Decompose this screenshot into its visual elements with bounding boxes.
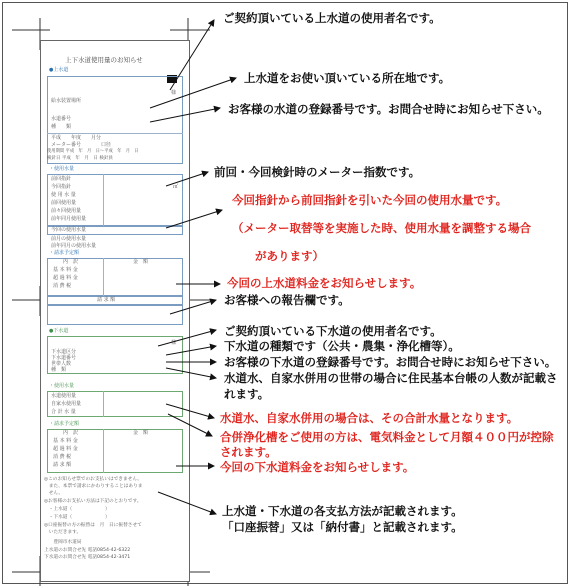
sewer-charge-row-4: 請 求 額 [53,462,72,468]
note-row-1: 前月の使用水量 [51,236,87,242]
annotation-water-number: お客様の水道の登録番号です。お問合せ時にお知らせ下さい。 [228,102,549,116]
annotation-household-1: 水道水、自家水併用の世帯の場合に住民基本台帳の人数が記載さ [224,371,558,385]
annotation-water-user: ご契約頂いている上水道の使用者名です。 [223,11,441,25]
annotation-location: 上水道をお使い頂いている所在地です。 [244,71,451,85]
usage-total-label: 今回の使用水量 [51,227,87,233]
footer-line-11: 下水道のお問合せ先 電話0854-42-3471 [44,555,131,560]
meter-unit: ㎥ [173,184,179,190]
annotation-payment-2: 「口座振替」又は「納付書」と記載されます。 [222,520,463,534]
charge-total-label: 請 求 額 [97,297,116,303]
sewer-usage-row-2: 自家水使用量 [51,401,82,407]
meter-row-5: 前々回使用量 [51,208,82,214]
footer-line-8: いただきます。 [44,530,82,535]
date-row-2: メーター番号 口径 [51,142,112,148]
annotation-usage-1: 今回指針から前回指針を引いた今回の使用水量です。 [232,193,508,207]
charge-row-2: 超 過 料 金 [53,275,78,281]
meter-row-6: 前年同月使用量 [51,216,87,222]
charge-header: ・請求予定額 [49,250,80,256]
sewer-field-1: 下水道区分 [51,349,77,355]
annotation-total-water: 水道水、自家水併用の場合は、その合計水量となります。 [220,411,519,425]
annotation-sewer-type: 下水道の種類です（公共・農集・浄化槽等）。 [224,339,460,353]
annotation-report: お客様への報告欄です。 [224,293,350,307]
sewer-section-label: ●下水道 [49,328,69,334]
footer-line-5: ・上水道（ ） [44,507,110,512]
annotation-sewer-number: お客様の下水道の登録番号です。お問合せ時にお知らせ下さい。 [224,355,557,369]
meter-row-4: 前回使用量 [51,200,77,206]
date-row-4: 検針日 平成 年 月 日 検針員 [47,156,113,161]
charge-col-1: 内 訳 [63,259,79,265]
sewer-usage-row-3: 合 計 水 量 [51,409,76,415]
date-row-1: 平成 年度 月分 [51,135,102,141]
footer-line-9: 豊岡市水道局 [44,540,82,545]
water-user-honorific: 様 [171,90,177,96]
charge-row-3: 消 費 税 [53,283,72,289]
charge-col-2: 金 額 [133,259,149,265]
sewer-charge-row-3: 消 費 税 [53,454,72,460]
sewer-field-3: 世帯人数 [51,361,72,367]
footer-line-2: また、本票で請求にかわりすることはありま [44,484,143,489]
annotation-sewer-charge: 今回の下水道料金をお知らせします。 [220,460,415,474]
water-kind-label: 種 類 [51,124,72,130]
annotation-household-2: れます。 [224,387,270,401]
sewer-charge-row-1: 基 本 料 金 [53,438,78,444]
annotation-water-charge: 今回の上水道料金をお知らせします。 [227,276,422,290]
charge-row-1: 基 本 料 金 [53,267,78,273]
sewer-charge-col-2: 金 額 [133,430,149,436]
footer-line-1: ◎このお知らせ票でのお支払いはできません。 [44,477,142,482]
sewer-field-4: 種 類 [51,367,67,373]
sewer-field-2: 下水道番号 [51,355,77,361]
sewer-charge-col-1: 内 訳 [63,430,79,436]
sewer-charge-header: ・請求予定額 [49,421,80,427]
annotation-septic-1: 合併浄化槽をご使用の方は、電気料金として月額４００円が控除 [220,430,554,444]
date-row-3: 使用期間 平成 年 月 日〜平成 年 月 日 [47,149,139,154]
usage-header: ・使用水量 [49,166,75,172]
annotation-payment-1: 上水道・下水道の各支払方法が記載されます。 [222,504,463,518]
annotation-usage-3: があります） [255,249,324,263]
footer-line-7: ◎口座振替の方の振替は 月 日に振替させて [44,523,142,528]
sewer-usage-row-1: 水道使用量 [51,393,77,399]
note-row-2: 前年同月の使用水量 [51,243,97,249]
meter-row-2: 今回指針 [51,184,72,190]
meter-row-1: 前回指針 [51,176,72,182]
slip-title: 上下水道使用量のお知らせ [65,56,143,64]
footer-line-4: ◎お客様のお支払い方法は下記のとおりです。 [44,499,142,504]
annotation-usage-2: （メーター取替等を実施した時、使用水量を調整する場合 [232,221,531,235]
footer-line-10: 上水道のお問合せ先 電話0854-42-6322 [44,548,131,553]
footer-line-3: せん。 [44,491,64,496]
water-section-label: ●上水道 [49,67,69,73]
annotation-septic-2: されます。 [220,445,277,459]
footer-line-6: ・下水道（ ） [44,515,110,520]
water-number-label: 水道番号 [51,116,72,122]
annotation-sewer-user: ご契約頂いている下水道の使用者名です。 [224,324,442,338]
address-label: 給水装置場所 [51,98,82,104]
sewer-user-honorific: 様 [171,340,177,346]
annotation-meter: 前回・今回検針時のメーター指数です。 [214,165,421,179]
meter-row-3: 使 用 水 量 [51,192,76,198]
sewer-charge-row-2: 超 過 料 金 [53,446,78,452]
sewer-usage-header: ・使用水量 [49,383,75,389]
